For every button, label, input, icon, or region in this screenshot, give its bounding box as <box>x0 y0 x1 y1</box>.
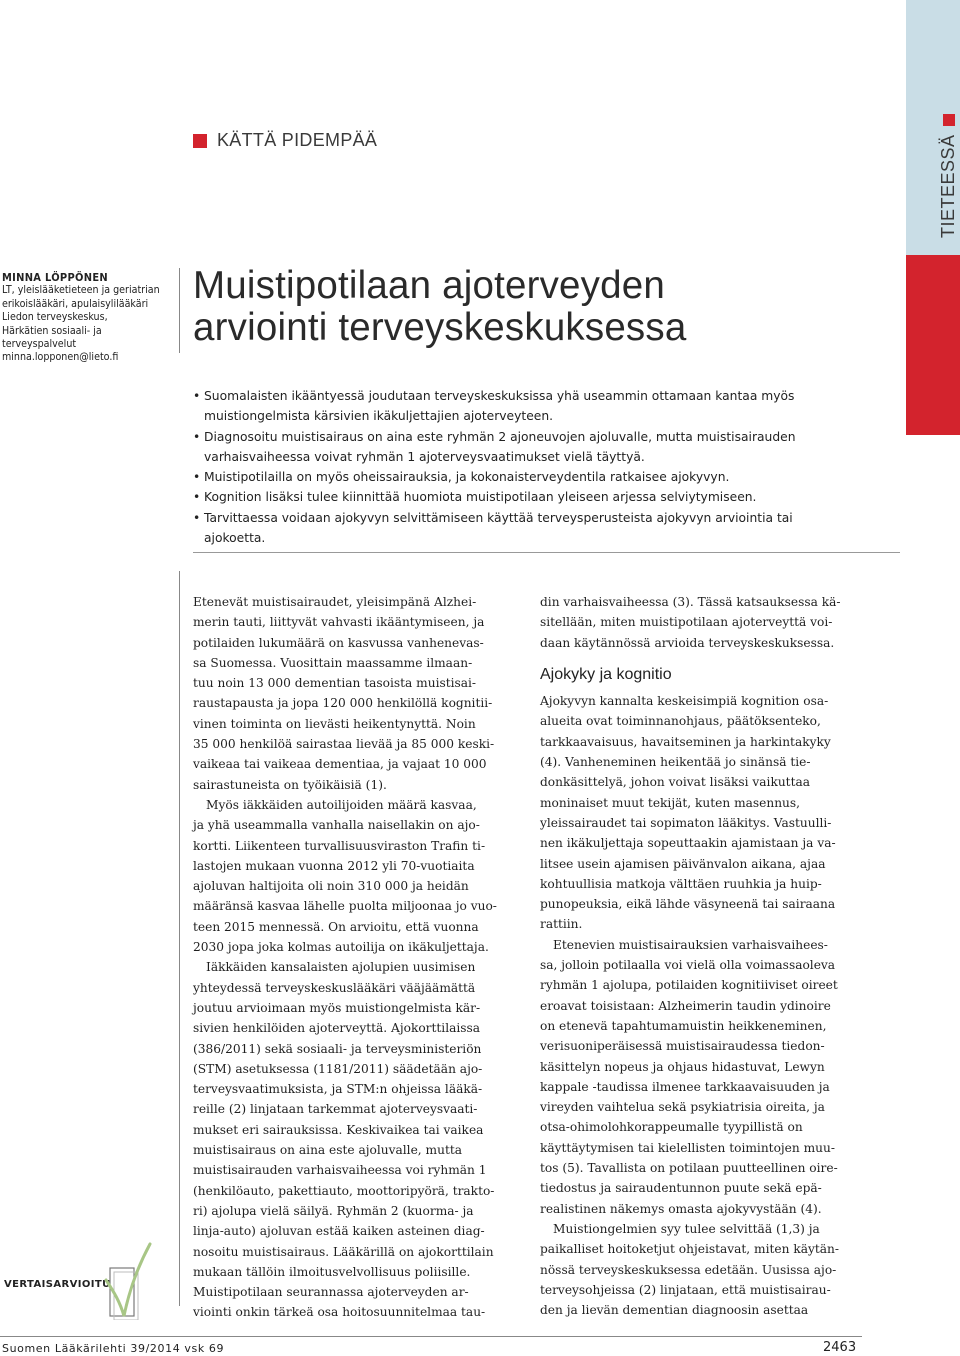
paragraph <box>540 691 880 935</box>
text-line: vaikeaa tai vaikeaa dementiaa, ja vajaat 10 000 <box>193 757 487 772</box>
body-column-1 <box>193 592 528 1323</box>
text-line: sa Suomessa. Vuosittain maassamme ilmaan- <box>193 655 473 670</box>
key-point-line: • Muistipotilailla on myös oheissairauksia, ja kokonaisterveydentila ratkaisee ajokyvyn. <box>204 470 730 485</box>
text-line: teen 2015 mennessä. On arvioitu, että vuonna <box>193 919 479 934</box>
key-point-line: • Tarvittaessa voidaan ajokyvyn selvittämiseen käyttää terveysperusteista ajokyvyn arviointia tai <box>204 510 793 525</box>
key-point-line: ajokoetta. <box>204 531 266 546</box>
text-line: Myös iäkkäiden autoilijoiden määrä kasvaa, <box>206 797 477 812</box>
text-line: kortti. Liikenteen turvallisuusviraston Trafin ti- <box>193 838 486 853</box>
text-line: tarkkaavaisuus, havaitseminen ja harkintakyky <box>540 734 831 749</box>
text-line: terveysvaatimuksista, ja STM:n ohjeissa lääkä- <box>193 1082 483 1097</box>
text-line: lastojen mukaan vuonna 2012 yli 70-vuotiaita <box>193 858 475 873</box>
key-point-line: varhaisvaiheessa voivat ryhmän 1 ajoterveysvaatimukset vielä täyttyä. <box>204 449 645 464</box>
text-line: litsee usein ajamisen päivänvalon aikana, ajaa <box>540 856 826 871</box>
author-detail: LT, yleislääketieteen ja geriatrian <box>2 284 160 297</box>
key-point-line: • Suomalaisten ikääntyessä joudutaan terveyskeskuksissa yhä useammin ottamaan kantaa myös <box>204 389 795 403</box>
page-number: 2463 <box>823 1340 857 1355</box>
side-tab-label <box>938 114 959 238</box>
text-line: raustapausta ja jopa 120 000 henkilöllä kognitii- <box>193 696 493 711</box>
section-label <box>193 130 377 151</box>
text-line: otsa-ohimolohkorappeumalle tyypillistä on <box>540 1120 803 1135</box>
paragraph <box>193 957 528 1322</box>
red-square-icon <box>193 134 207 148</box>
text-line: (STM) asetuksessa (1181/2011) säädetään ajo- <box>193 1061 483 1076</box>
text-line: verisuoniperäisessä muistisairaudessa tiedon- <box>540 1039 825 1054</box>
article-title <box>193 265 893 349</box>
text-line: mukaan tällöin ilmoitusvelvollisuus poliisille. <box>193 1264 471 1279</box>
text-line: viointi onkin tärkeä osa hoitosuunnitelmaa tau- <box>193 1305 486 1320</box>
section-label-text: KÄTTÄ PIDEMPÄÄ <box>217 130 378 150</box>
paragraph <box>540 935 880 1219</box>
author-detail: Liedon terveyskeskus, <box>2 311 108 324</box>
body-column-2 <box>540 592 880 1320</box>
text-line: Etenevät muistisairaudet, yleisimpänä Alzhei- <box>193 595 477 609</box>
text-line: muistisairaus on aina este ajoluvalle, mutta <box>193 1143 463 1158</box>
text-line: tuu noin 13 000 dementian tasoista muistisai- <box>193 676 477 691</box>
text-line: ri) ajolupa vielä säilyä. Ryhmän 2 (kuorma- ja <box>193 1203 474 1218</box>
text-line: rattiin. <box>540 917 583 932</box>
text-line: potilaiden lukumäärä on kasvussa vanhenevas- <box>193 635 484 650</box>
text-line: kohtuullisia matkoja välttäen ruuhkia ja huip- <box>540 876 822 891</box>
text-line: 35 000 henkilöä sairastaa lievää ja 85 000 keski- <box>193 737 495 752</box>
divider-line <box>179 268 180 353</box>
author-detail: Härkätien sosiaali- ja <box>2 324 102 337</box>
text-line: yhteydessä terveyskeskuslääkäri vääjäämättä <box>193 980 476 995</box>
title-line: Muistipotilaan ajoterveyden <box>193 264 665 307</box>
text-line: käyttäytymisen tai kielellisten toimintojen muu- <box>540 1140 835 1155</box>
author-email[interactable]: minna.lopponen@lieto.fi <box>2 351 119 364</box>
paragraph <box>540 592 880 653</box>
text-line: (386/2011) sekä sosiaali- ja terveysministeriön <box>193 1041 482 1056</box>
red-square-icon <box>943 114 955 126</box>
text-line: nen ikäkuljettaja sopeuttaakin ajamistaan ja va- <box>540 836 836 851</box>
key-point-item <box>193 427 843 468</box>
side-tab-red-block <box>906 255 960 435</box>
text-line: Muistiongelmien syy tulee selvittää (1,3) ja <box>553 1221 820 1236</box>
text-line: ja yhä useammalla vanhalla naisellakin on ajo- <box>193 818 480 833</box>
text-line: vireyden vaihtelua sekä psykiatrisia oireita, ja <box>540 1100 825 1115</box>
text-line: käsittelyn nopeus ja ohjaus hidastuvat, Lewyn <box>540 1059 825 1074</box>
paragraph <box>193 795 528 957</box>
author-detail: terveyspalvelut <box>2 338 77 351</box>
text-line: merin tauti, liittyvät vahvasti ikääntymiseen, ja <box>193 615 485 630</box>
footer-rule <box>0 1336 862 1337</box>
text-line: joutuu arvioimaan myös muistiongelmista kär- <box>193 1000 481 1015</box>
text-line: on etenevä tapahtumamuistin heikkeneminen, <box>540 1018 827 1033</box>
paragraph <box>540 1219 880 1320</box>
divider-rule <box>193 552 900 553</box>
text-line: (henkilöauto, pakettiauto, moottoripyörä, trakto- <box>193 1183 495 1198</box>
peer-review-check-icon <box>100 1240 170 1320</box>
text-line: terveysohjeissa (2) linjataan, että muistisairau- <box>540 1282 831 1297</box>
text-line: donkäsittelyä, johon voivat lisäksi vaikuttaa <box>540 775 811 790</box>
text-line: ajoluvan haltijoita oli noin 310 000 ja heidän <box>193 879 469 894</box>
side-tab-text: TIETEESSÄ <box>938 134 958 238</box>
text-line: muistisairauden varhaisvaiheessa voi ryhmän 1 <box>193 1163 487 1178</box>
text-line: nössä terveyskeskuksessa edetään. Uusissa ajo- <box>540 1262 837 1277</box>
text-line: linja-auto) ajoluvan estää kaiken asteinen diag- <box>193 1224 485 1239</box>
key-point-line: • Diagnosoitu muistisairaus on aina este ryhmän 2 ajoneuvojen ajoluvalle, mutta muistisairauden <box>204 429 796 444</box>
text-line: Iäkkäiden kansalaisten ajolupien uusimisen <box>206 960 476 975</box>
text-line: alueita ovat toiminnanohjaus, päätöksenteko, <box>540 714 821 729</box>
journal-info: Suomen Lääkärilehti 39/2014 vsk 69 <box>2 1342 225 1355</box>
text-line: eroavat toisistaan: Alzheimerin taudin ydinoire <box>540 998 831 1013</box>
divider-line <box>179 571 180 1306</box>
key-point-item <box>193 386 843 427</box>
text-line: ryhmän 1 ajolupa, potilaiden kognitiiviset oireet <box>540 978 838 993</box>
paragraph <box>193 592 528 795</box>
text-line: kappale -taudissa ilmenee tarkkaavaisuuden ja <box>540 1079 830 1094</box>
text-line: moninaiset muut tekijät, kuten masennus, <box>540 795 801 810</box>
text-line: nosoitu muistisairaus. Lääkärillä on ajokorttilain <box>193 1244 494 1259</box>
key-point-line: • Kognition lisäksi tulee kiinnittää huomiota muistipotilaan yleiseen arjessa selviytymiseen. <box>204 490 757 505</box>
text-line: daan käytännössä arvioida terveyskeskuksessa. <box>540 635 835 650</box>
author-block <box>2 271 172 365</box>
title-line: arviointi terveyskeskuksessa <box>193 306 687 349</box>
author-detail: erikoislääkäri, apulaisylilääkäri <box>2 297 149 310</box>
text-line: reille (2) linjataan tarkemmat ajoterveysvaati- <box>193 1102 478 1117</box>
key-point-line: muistiongelmista kärsivien ikäkuljettajien ajoterveyteen. <box>204 409 554 424</box>
text-line: realistinen näkemys omasta ajokyvystään (4). <box>540 1201 822 1216</box>
text-line: määränsä kasvaa lähelle puolta miljoonaa jo vuo- <box>193 899 497 914</box>
text-line: paikalliset hoitoketjut ohjeistavat, miten käytän- <box>540 1242 840 1257</box>
text-line: (4). Vanheneminen heikentää jo sinänsä tie- <box>540 755 811 770</box>
key-point-item <box>193 508 843 549</box>
text-line: Muistipotilaan seurannassa ajoterveyden ar- <box>193 1285 469 1300</box>
author-name: MINNA LÖPPÖNEN <box>2 271 108 284</box>
text-line: sa, jolloin potilaalla voi vielä olla voimassaoleva <box>540 958 836 973</box>
text-line: punopeuksia, eikä lähde väsyneenä tai sairaana <box>540 897 836 912</box>
text-line: Etenevien muistisairauksien varhaisvaihees- <box>553 937 828 952</box>
peer-review-label: VERTAISARVIOITU <box>4 1279 111 1290</box>
text-line: sairastuneista on työikäisiä (1). <box>193 777 387 792</box>
text-line: tos (5). Tavallista on potilaan puutteellinen oire- <box>540 1161 838 1176</box>
key-point-item <box>193 467 843 487</box>
text-line: din varhaisvaiheessa (3). Tässä katsauksessa kä- <box>540 595 841 609</box>
text-line: yleissairaudet tai sopimaton lääkitys. Vastuulli- <box>540 815 832 830</box>
text-line: vinen toiminta on lievästi heikentynyttä. Noin <box>193 716 476 731</box>
text-line: den ja lievän dementian diagnoosin asettaa <box>540 1303 809 1318</box>
text-line: 2030 jopa joka kolmas autoilija on ikäkuljettaja. <box>193 940 489 955</box>
key-points-list <box>193 386 843 548</box>
text-line: sitellään, miten muistipotilaan ajoterveyttä voi- <box>540 615 833 630</box>
key-point-item <box>193 487 843 507</box>
text-line: sivien henkilöiden ajoterveyttä. Ajokorttilaissa <box>193 1021 481 1036</box>
subheading: Ajokyky ja kognitio <box>540 665 672 683</box>
text-line: mukset eri sairauksissa. Keskivaikea tai vaikea <box>193 1122 484 1137</box>
text-line: tiedostus ja sairaudentunnon puute sekä epä- <box>540 1181 822 1196</box>
text-line: Ajokyvyn kannalta keskeisimpiä kognition osa- <box>540 694 829 709</box>
